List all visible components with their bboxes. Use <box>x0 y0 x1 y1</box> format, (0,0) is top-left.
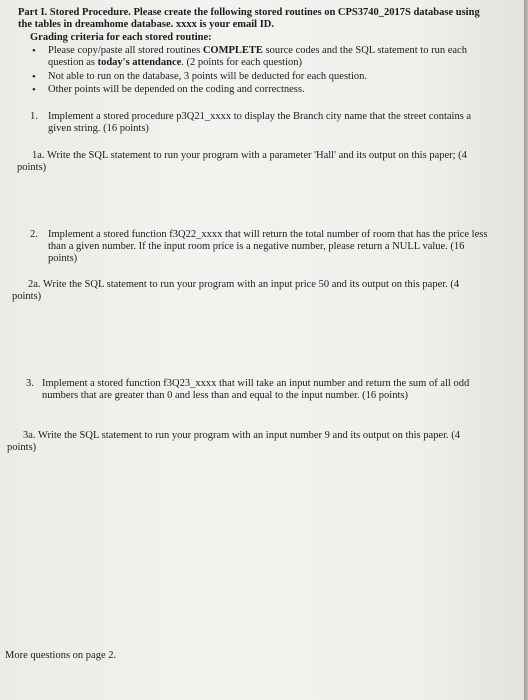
criteria-1-l2-pre: question as <box>48 57 98 68</box>
q3a-line1: 3a. Write the SQL statement to run your program with an input number 9 and its output on this paper. (4 <box>23 430 461 441</box>
part-heading-line1: Part I. Stored Procedure. Please create the following stored routines on CPS3740_2017S database using <box>18 7 480 18</box>
criteria-item-1 <box>48 45 467 57</box>
q2-line2: than a given number. If the input room price is a negative number, please return a NULL value. (16 <box>48 241 465 252</box>
footer-note: More questions on page 2. <box>5 650 117 661</box>
bullet-icon: • <box>32 71 36 83</box>
q3-line2: numbers that are greater than 0 and less than and equal to the input number. (16 points) <box>42 390 408 401</box>
criteria-heading: Grading criteria for each stored routine: <box>30 32 212 43</box>
q1-line1: Implement a stored procedure p3Q21_xxxx to display the Branch city name that the street contains a <box>48 111 472 122</box>
q1-line2: given string. (16 points) <box>48 123 149 134</box>
bullet-icon: • <box>32 45 36 57</box>
q2a-line2: points) <box>12 291 42 302</box>
criteria-1-l2-strong: today's attendance <box>97 57 182 68</box>
criteria-1-post: source codes and the SQL statement to run each <box>262 45 467 56</box>
q3-line1: Implement a stored function f3Q23_xxxx that will take an input number and return the sum of all odd <box>42 378 470 389</box>
q2-line1: Implement a stored function f3Q22_xxxx that will return the total number of room that has the price less <box>48 229 488 240</box>
q1a-line1: 1a. Write the SQL statement to run your program with a parameter 'Hall' and its output on this paper; (4 <box>32 150 467 161</box>
criteria-1-l2-post: . (2 points for each question) <box>181 57 303 68</box>
criteria-item-2: Not able to run on the database, 3 points will be deducted for each question. <box>48 71 367 82</box>
q2-line3: points) <box>48 253 78 264</box>
q3-number: 3. <box>26 378 34 389</box>
criteria-1-pre: Please copy/paste all stored routines <box>48 45 203 56</box>
part-heading-line2: the tables in dreamhome database. xxxx is your email ID. <box>18 19 274 30</box>
q2a-line1: 2a. Write the SQL statement to run your program with an input price 50 and its output on this paper. (4 <box>28 279 460 290</box>
q1-number: 1. <box>30 111 38 122</box>
q3a-line2: points) <box>7 442 37 453</box>
criteria-item-3: Other points will be depended on the coding and correctness. <box>48 84 305 95</box>
criteria-item-1-cont <box>48 57 302 69</box>
criteria-1-strong: COMPLETE <box>202 45 263 56</box>
q2-number: 2. <box>30 229 38 240</box>
bullet-icon: • <box>32 84 36 96</box>
q1a-line2: points) <box>17 162 47 173</box>
